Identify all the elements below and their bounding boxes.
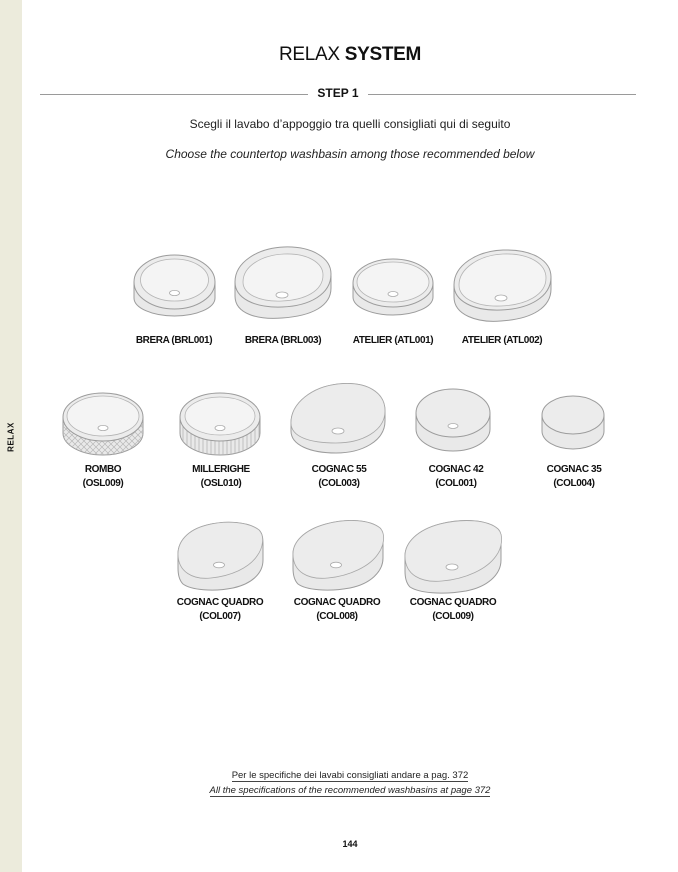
subtitle-english: Choose the countertop washbasin among those recommended below <box>165 147 535 161</box>
basin-cognac-quadro-col008-image <box>290 516 386 594</box>
basin-cognac-42-col001-image <box>413 385 493 455</box>
basin-cognac-quadro-col008-caption: COGNAC QUADRO (COL008) <box>293 597 381 622</box>
basin-millerighe-osl010-caption: MILLERIGHE (OSL010) <box>192 464 250 489</box>
basin-rombo-osl009-caption: ROMBO (OSL009) <box>82 464 124 489</box>
divider-right <box>368 94 636 95</box>
page-number: 144 <box>342 839 358 849</box>
basin-cognac-quadro-col009-image <box>402 516 504 598</box>
basin-cognac-35-col004-image <box>539 393 607 453</box>
basin-brera-brl003-caption: BRERA (BRL003) <box>244 335 322 346</box>
section-label: RELAX <box>6 422 16 452</box>
page-title <box>22 44 678 66</box>
basin-brera-brl003-image <box>232 244 334 324</box>
subtitle-italian: Scegli il lavabo d’appoggio tra quelli consigliati qui di seguito <box>189 117 511 131</box>
footer-note-english[interactable]: All the specifications of the recommended washbasins at page 372 <box>209 785 491 796</box>
step-label: STEP 1 <box>317 86 359 100</box>
basin-atelier-atl001-caption: ATELIER (ATL001) <box>352 335 434 346</box>
basin-brera-brl001-image <box>132 248 217 320</box>
basin-cognac-quadro-col007-image <box>175 518 265 594</box>
footer-note-italian[interactable]: Per le specifiche dei lavabi consigliati andare a pag. 372 <box>231 770 469 781</box>
basin-cognac-35-col004-caption: COGNAC 35 (COL004) <box>546 464 602 489</box>
step-header <box>40 86 636 102</box>
basin-atelier-atl002-caption: ATELIER (ATL002) <box>461 335 543 346</box>
basin-cognac-42-col001-caption: COGNAC 42 (COL001) <box>428 464 484 489</box>
basin-brera-brl001-caption: BRERA (BRL001) <box>135 335 213 346</box>
basin-cognac-quadro-col009-caption: COGNAC QUADRO (COL009) <box>409 597 497 622</box>
basin-millerighe-osl010-image <box>177 387 263 461</box>
basin-cognac-55-col003-image <box>288 379 388 457</box>
title-light: RELAX <box>278 44 340 65</box>
basin-cognac-55-col003-caption: COGNAC 55 (COL003) <box>311 464 367 489</box>
basin-cognac-quadro-col007-caption: COGNAC QUADRO (COL007) <box>176 597 264 622</box>
basin-rombo-osl009-image <box>60 387 146 461</box>
basin-atelier-atl002-image <box>451 247 554 327</box>
basin-atelier-atl001-image <box>351 253 435 319</box>
title-bold: SYSTEM <box>344 44 422 65</box>
